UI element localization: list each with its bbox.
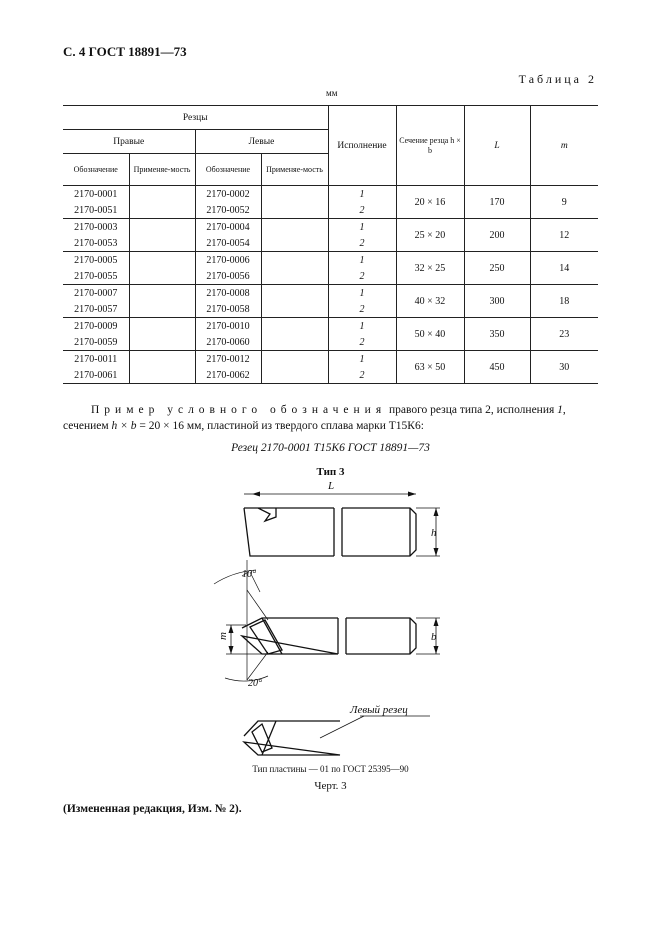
applicability-left	[261, 301, 328, 318]
unit-label: мм	[326, 88, 338, 98]
applicability-left	[261, 219, 328, 236]
section: 50 × 40	[396, 318, 464, 351]
length-L: 450	[464, 351, 530, 384]
designation-right: 2170-0053	[63, 235, 129, 252]
angle-20: 20°	[248, 678, 262, 689]
table-row	[63, 219, 598, 236]
execution: 2	[328, 235, 396, 252]
left-cutter-label: Левый резец	[350, 704, 408, 716]
side-view	[214, 560, 440, 689]
dim-m: m	[217, 632, 229, 640]
applicability-right	[129, 202, 195, 219]
m-value: 14	[530, 252, 598, 285]
table-row	[63, 186, 598, 203]
designation-left: 2170-0006	[195, 252, 261, 269]
applicability-right	[129, 268, 195, 285]
applicability-right	[129, 301, 195, 318]
m-value: 23	[530, 318, 598, 351]
applicability-left	[261, 351, 328, 368]
example-lead: Пример условного обозначения	[91, 404, 387, 416]
example-text1: правого резца типа 2, исполнения	[386, 404, 558, 416]
execution: 1	[328, 219, 396, 236]
section: 40 × 32	[396, 285, 464, 318]
applicability-left	[261, 285, 328, 302]
table-row	[63, 285, 598, 302]
header-prim-left: Применяе-мость	[261, 154, 328, 186]
example-text3: = 20 × 16 мм, пластиной из твердого сплава марки Т15К6:	[136, 420, 424, 432]
execution: 1	[328, 252, 396, 269]
header-right: Правые	[63, 130, 195, 154]
execution: 2	[328, 268, 396, 285]
plate-note: Тип пластины — 01 по ГОСТ 25395—90	[252, 764, 409, 774]
header-m: m	[530, 106, 598, 186]
applicability-right	[129, 285, 195, 302]
table-row	[63, 252, 598, 269]
designation-left: 2170-0008	[195, 285, 261, 302]
section: 32 × 25	[396, 252, 464, 285]
designation-right: 2170-0061	[63, 367, 129, 384]
length-L: 200	[464, 219, 530, 252]
applicability-left	[261, 334, 328, 351]
execution: 1	[328, 186, 396, 203]
section: 25 × 20	[396, 219, 464, 252]
applicability-right	[129, 186, 195, 203]
designation-right: 2170-0011	[74, 353, 118, 365]
page-header: С. 4 ГОСТ 18891—73	[63, 44, 187, 59]
dim-h: h	[431, 527, 437, 539]
applicability-left	[261, 202, 328, 219]
applicability-right	[129, 235, 195, 252]
table-row	[63, 318, 598, 335]
dim-L: L	[327, 480, 335, 492]
applicability-right	[129, 334, 195, 351]
example-text2: , сечением	[63, 404, 566, 432]
example-formula: h × b	[111, 420, 137, 432]
applicability-left	[261, 268, 328, 285]
table-row	[63, 351, 598, 368]
designation-left: 2170-0004	[195, 219, 261, 236]
designation-left: 2170-0054	[195, 235, 261, 252]
designation-right: 2170-0005	[74, 254, 118, 266]
designation-left: 2170-0002	[195, 186, 261, 203]
top-view	[244, 480, 440, 556]
designation-left: 2170-0058	[195, 301, 261, 318]
applicability-left	[261, 186, 328, 203]
designation-left: 2170-0056	[195, 268, 261, 285]
m-value: 30	[530, 351, 598, 384]
header-L: L	[464, 106, 530, 186]
execution: 1	[328, 351, 396, 368]
left-cutter-view	[244, 704, 430, 755]
designation-right: 2170-0009	[74, 320, 118, 332]
section: 20 × 16	[396, 186, 464, 219]
length-L: 300	[464, 285, 530, 318]
designation-right: 2170-0059	[63, 334, 129, 351]
applicability-left	[261, 252, 328, 269]
length-L: 250	[464, 252, 530, 285]
applicability-left	[261, 235, 328, 252]
designation-left: 2170-0010	[195, 318, 261, 335]
execution: 2	[328, 301, 396, 318]
amendment-note: (Измененная редакция, Изм. № 2).	[63, 803, 242, 815]
applicability-right	[129, 219, 195, 236]
applicability-left	[261, 367, 328, 384]
figure-title: Тип 3	[316, 466, 345, 478]
execution: 1	[328, 318, 396, 335]
table-body	[63, 186, 598, 384]
header-left: Левые	[195, 130, 328, 154]
applicability-right	[129, 351, 195, 368]
designation-left: 2170-0062	[195, 367, 261, 384]
figure-caption: Черт. 3	[314, 780, 347, 792]
m-value: 12	[530, 219, 598, 252]
header-sechenie: Сечение резца h × b	[396, 106, 464, 186]
designation-left: 2170-0012	[195, 351, 261, 368]
m-value: 18	[530, 285, 598, 318]
section: 63 × 50	[396, 351, 464, 384]
applicability-left	[261, 318, 328, 335]
designation-right: 2170-0051	[63, 202, 129, 219]
designation-right: 2170-0055	[63, 268, 129, 285]
angle-10: 10°	[242, 569, 256, 580]
designation-left: 2170-0060	[195, 334, 261, 351]
example-isp: 1	[557, 404, 563, 416]
designation-right: 2170-0001	[74, 188, 118, 200]
header-prim-right: Применяе-мость	[129, 154, 195, 186]
designation-right: 2170-0003	[74, 221, 118, 233]
dim-b: b	[431, 631, 437, 643]
applicability-right	[129, 367, 195, 384]
designation-right: 2170-0007	[74, 287, 118, 299]
example-paragraph	[63, 402, 599, 434]
cutter-drawing	[0, 480, 661, 765]
applicability-right	[129, 252, 195, 269]
length-L: 350	[464, 318, 530, 351]
header-oboz-right: Обозначение	[63, 154, 129, 186]
execution: 2	[328, 334, 396, 351]
designation-right: 2170-0057	[63, 301, 129, 318]
applicability-right	[129, 318, 195, 335]
header-rezcy: Резцы	[63, 106, 328, 130]
execution: 2	[328, 202, 396, 219]
m-value: 9	[530, 186, 598, 219]
table-caption: Таблица 2	[518, 72, 597, 86]
dimensions-table	[63, 105, 598, 384]
execution: 1	[328, 285, 396, 302]
designation-left: 2170-0052	[195, 202, 261, 219]
length-L: 170	[464, 186, 530, 219]
designation-example: Резец 2170-0001 Т15К6 ГОСТ 18891—73	[231, 442, 430, 454]
execution: 2	[328, 367, 396, 384]
header-oboz-left: Обозначение	[195, 154, 261, 186]
header-ispolnenie: Исполнение	[328, 106, 396, 186]
